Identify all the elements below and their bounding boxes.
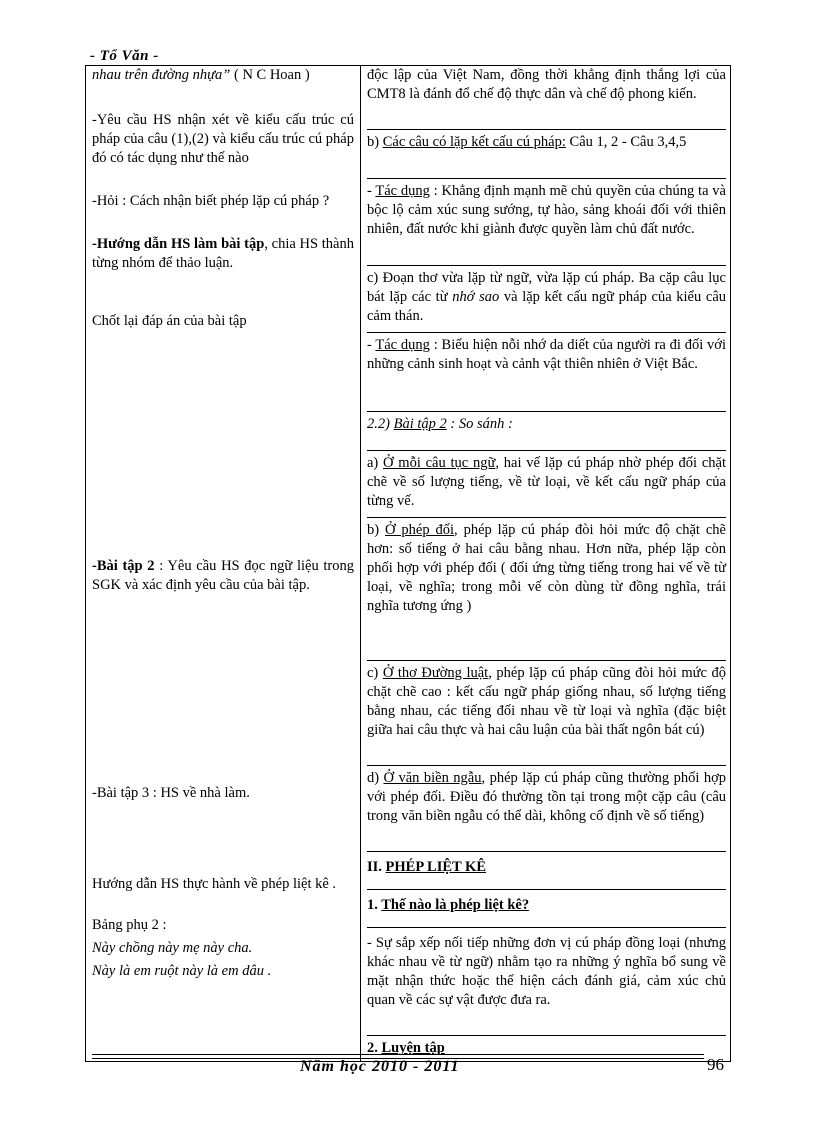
right-cell-8: b) Ở phép đối, phép lặp cú pháp đòi hỏi mức độ chặt chẽ hơn: số tiếng ở hai câu bằng nhau. Hơn nữa, phép lặp còn phối hợp với phép đối ( đối ứng từng tiếng trong hai vế về từ loại, về nghĩa; trong mỗi vế còn dùng từ đồng nghĩa, trái nghĩa tương ứng ) [367,517,726,660]
lesson-table [85,65,731,1062]
subheading-definition: 1. Thế nào là phép liệt kê? [367,889,726,927]
content-column [361,66,731,1062]
left-cell-5: Chốt lại đáp án của bài tập [92,313,247,329]
left-cell-4: -Hướng dẫn HS làm bài tập, chia HS thành từng nhóm để thảo luận. [92,236,354,271]
right-cell-5: - Tác dụng : Biểu hiện nỗi nhớ da diết của người ra đi đối với những cảnh sinh hoạt và cảnh vật thiên nhiên ở Việt Bắc. [367,332,726,411]
teacher-activity-column [86,66,361,1062]
left-cell-9: Bảng phụ 2 : [92,917,167,933]
footer-rule [92,1054,704,1055]
left-cell-3: -Hỏi : Cách nhận biết phép lặp cú pháp ? [92,193,330,209]
footer-year: Năm học 2010 - 2011 [300,1058,460,1075]
left-cell-1: nhau trên đường nhựa” ( N C Hoan ) [92,67,310,83]
right-cell-4: c) Đoạn thơ vừa lặp từ ngữ, vừa lặp cú pháp. Ba cặp câu lục bát lặp các từ nhớ sao và lặp kết cấu ngữ pháp của kiểu câu cảm thán. [367,265,726,332]
right-cell-3: - Tác dụng : Khẳng định mạnh mẽ chủ quyền của chúng ta và bộc lộ cảm xúc sung sướng, tự hào, sảng khoái đối với thiên nhiên, đất nước khi giành được quyền làm chủ đất nước. [367,178,726,265]
left-cell-6: -Bài tập 2 : Yêu cầu HS đọc ngữ liệu trong SGK và xác định yêu cầu của bài tập. [92,558,354,593]
section-heading-enumeration: II. PHÉP LIỆT KÊ [367,851,726,889]
page-header: - Tổ Văn - [90,48,159,64]
left-cell-7: -Bài tập 3 : HS về nhà làm. [92,785,250,801]
page-number: 96 [707,1055,724,1074]
subheading-practice: 2. Luyện tập [367,1035,726,1061]
poem-line-1: Này chồng này mẹ này cha. [92,940,253,956]
right-cell-10: d) Ở văn biền ngẫu, phép lặp cú pháp cũng thường phối hợp với phép đối. Điều đó thường tồn tại trong một cặp câu (câu trong văn biền ngẫu có thể dài, không cố định về số tiếng) [367,765,726,851]
right-cell-2: b) Các câu có lặp kết cấu cú pháp: Câu 1, 2 - Câu 3,4,5 [367,129,726,178]
right-cell-6: 2.2) Bài tập 2 : So sánh : [367,411,726,450]
right-cell-9: c) Ở thơ Đường luật, phép lặp cú pháp cũng đòi hỏi mức độ chặt chẽ cao : kết cấu ngữ pháp giống nhau, số lượng tiếng bằng nhau, các tiếng đối nhau về từ loại và nghĩa (đặc biệt giữa hai câu thực và hai câu luận của bài thất ngôn bát cú) [367,660,726,765]
left-cell-2: -Yêu cầu HS nhận xét về kiểu cấu trúc cú pháp của câu (1),(2) và kiểu cấu trúc cú pháp đó có tác dụng như thế nào [92,112,354,166]
right-cell-7: a) Ở mỗi câu tục ngữ, hai vế lặp cú pháp nhờ phép đối chặt chẽ về số lượng tiếng, về từ loại, về kết cấu ngữ pháp của từng vế. [367,450,726,517]
poem-line-2: Này là em ruột này là em dâu . [92,963,272,979]
right-cell-1: độc lập của Việt Nam, đồng thời khẳng định thắng lợi của CMT8 là đánh đổ chế độ thực dân và chế độ phong kiến. [367,67,726,102]
left-cell-8: Hướng dẫn HS thực hành về phép liệt kê . [92,876,337,892]
right-cell-13: - Sự sắp xếp nối tiếp những đơn vị cú pháp đồng loại (nhưng khác nhau về từ ngữ) nhằm tạo ra những ý nghĩa bổ sung về mặt nhận thức hoặc thể hiện cách đánh giá, cảm xúc chủ quan về các sự vật được đưa ra. [367,927,726,1035]
